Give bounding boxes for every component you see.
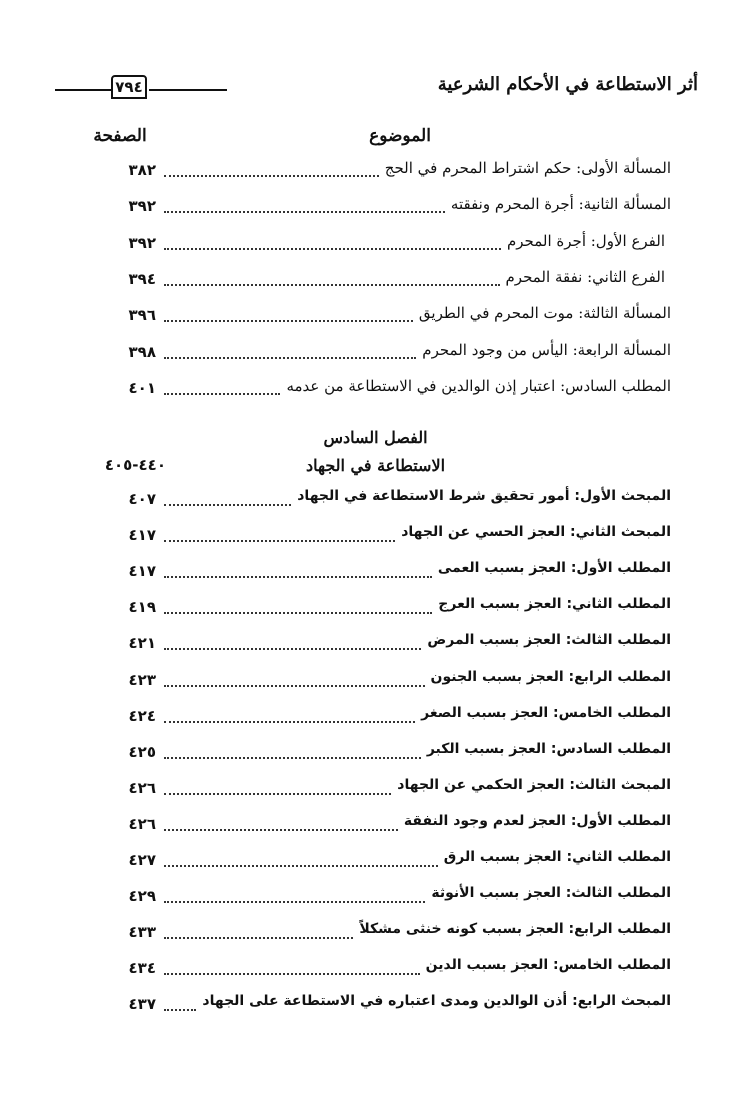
dot-leader bbox=[164, 937, 353, 939]
toc-entry-page: ٤٠٧ bbox=[128, 490, 156, 508]
chapter-subtitle: الاستطاعة في الجهاد bbox=[305, 456, 446, 475]
dot-leader bbox=[164, 793, 391, 795]
toc-entry bbox=[0, 231, 751, 257]
toc-entry-label: المطلب الأول: العجز لعدم وجود النفقة bbox=[403, 813, 671, 829]
toc-entry-page: ٣٩٦ bbox=[128, 306, 156, 324]
toc-entry-page: ٤٠١ bbox=[128, 379, 156, 397]
toc-entry bbox=[0, 848, 751, 874]
page-column-header: الصفحة bbox=[93, 126, 147, 146]
toc-entry-page: ٤٣٤ bbox=[128, 959, 156, 977]
toc-entry bbox=[0, 376, 751, 402]
toc-entry-label: المطلب الأول: العجز بسبب العمى bbox=[437, 560, 671, 576]
toc-entry-page: ٤٢٣ bbox=[128, 671, 156, 689]
toc-entry bbox=[0, 158, 751, 184]
toc-entry-page: ٤٣٣ bbox=[128, 923, 156, 941]
toc-entry bbox=[0, 595, 751, 621]
dot-leader bbox=[164, 1009, 196, 1011]
chapter-title: الفصل السادس bbox=[323, 428, 428, 447]
dot-leader bbox=[164, 829, 398, 831]
toc-entry bbox=[0, 884, 751, 910]
dot-leader bbox=[164, 576, 432, 578]
dot-leader bbox=[164, 357, 416, 359]
toc-entry bbox=[0, 776, 751, 802]
toc-entry-label: المسألة الأولى: حكم اشتراط المحرم في الحج bbox=[384, 159, 671, 177]
dot-leader bbox=[164, 612, 432, 614]
dot-leader bbox=[164, 175, 379, 177]
toc-entry-label: المطلب السادس: اعتبار إذن الوالدين في الاستطاعة من عدمه bbox=[286, 377, 671, 395]
toc-entry bbox=[0, 267, 751, 293]
toc-entry-page: ٤٢٩ bbox=[128, 887, 156, 905]
toc-entry bbox=[0, 668, 751, 694]
toc-entry-label: المطلب الثالث: العجز بسبب المرض bbox=[427, 632, 671, 648]
toc-entry bbox=[0, 920, 751, 946]
toc-entry bbox=[0, 487, 751, 513]
dot-leader bbox=[164, 757, 421, 759]
toc-entry-label: المطلب الثاني: العجز بسبب الرق bbox=[443, 849, 671, 865]
toc-entry-page: ٤٢٤ bbox=[128, 707, 156, 725]
toc-entry-page: ٤٢٧ bbox=[128, 851, 156, 869]
dot-leader bbox=[164, 973, 420, 975]
toc-entry-label: المطلب الثاني: العجز بسبب العرج bbox=[438, 596, 671, 612]
toc-entry bbox=[0, 740, 751, 766]
toc-entry-page: ٣٩٢ bbox=[128, 197, 156, 215]
toc-entry-page: ٣٩٨ bbox=[128, 343, 156, 361]
chapter-page-range: ٤٤٠-٤٠٥ bbox=[104, 456, 166, 474]
toc-entry-label: المطلب الخامس: العجز بسبب الصغر bbox=[421, 705, 671, 721]
toc-entry bbox=[0, 194, 751, 220]
toc-entry-page: ٤٢٦ bbox=[128, 779, 156, 797]
toc-entry-label: المبحث الرابع: أذن الوالدين ومدى اعتباره في الاستطاعة على الجهاد bbox=[202, 993, 671, 1009]
toc-entry-page: ٤٢٥ bbox=[128, 743, 156, 761]
dot-leader bbox=[164, 504, 291, 506]
toc-entry-label: المطلب الخامس: العجز بسبب الدين bbox=[425, 957, 671, 973]
toc-entry-label: المطلب الرابع: العجز بسبب كونه خنثى مشكلاً bbox=[359, 921, 671, 937]
toc-entry-label: الفرع الأول: أجرة المحرم bbox=[506, 232, 665, 250]
toc-entry bbox=[0, 992, 751, 1018]
toc-entry-label: المسألة الثالثة: موت المحرم في الطريق bbox=[418, 304, 671, 322]
toc-entry-page: ٣٩٤ bbox=[128, 270, 156, 288]
book-title: أثر الاستطاعة في الأحكام الشرعية bbox=[437, 74, 698, 95]
dot-leader bbox=[164, 211, 445, 213]
toc-entry-label: الفرع الثاني: نفقة المحرم bbox=[505, 268, 665, 286]
page-number: ٧٩٤ bbox=[111, 75, 147, 99]
toc-entry-page: ٣٨٢ bbox=[128, 161, 156, 179]
dot-leader bbox=[164, 721, 415, 723]
toc-entry bbox=[0, 340, 751, 366]
toc-entry bbox=[0, 303, 751, 329]
dot-leader bbox=[164, 248, 501, 250]
toc-entry-label: المطلب الرابع: العجز بسبب الجنون bbox=[430, 669, 671, 685]
toc-entry-label: المبحث الثالث: العجز الحكمي عن الجهاد bbox=[397, 777, 671, 793]
dot-leader bbox=[164, 393, 280, 395]
toc-entry bbox=[0, 631, 751, 657]
toc-entry-page: ٣٩٢ bbox=[128, 234, 156, 252]
dot-leader bbox=[164, 284, 500, 286]
toc-entry-label: المبحث الأول: أمور تحقيق شرط الاستطاعة في الجهاد bbox=[297, 488, 671, 504]
toc-entry-page: ٤٢٦ bbox=[128, 815, 156, 833]
toc-entry-page: ٤٣٧ bbox=[128, 995, 156, 1013]
toc-entry bbox=[0, 812, 751, 838]
toc-entry bbox=[0, 956, 751, 982]
toc-entry-page: ٤١٧ bbox=[128, 562, 156, 580]
dot-leader bbox=[164, 540, 395, 542]
toc-entry-page: ٤١٩ bbox=[128, 598, 156, 616]
toc-entry-label: المسألة الرابعة: اليأس من وجود المحرم bbox=[422, 341, 671, 359]
toc-entry-page: ٤٢١ bbox=[128, 634, 156, 652]
toc-entry-label: المبحث الثاني: العجز الحسي عن الجهاد bbox=[401, 524, 671, 540]
dot-leader bbox=[164, 685, 425, 687]
toc-entry-label: المطلب السادس: العجز بسبب الكبر bbox=[426, 741, 671, 757]
topic-column-header: الموضوع bbox=[369, 126, 431, 146]
toc-entry bbox=[0, 523, 751, 549]
dot-leader bbox=[164, 865, 438, 867]
dot-leader bbox=[164, 648, 421, 650]
dot-leader bbox=[164, 901, 425, 903]
toc-entry-label: المطلب الثالث: العجز بسبب الأنوثة bbox=[431, 885, 671, 901]
dot-leader bbox=[164, 320, 413, 322]
toc-entry-label: المسألة الثانية: أجرة المحرم ونفقته bbox=[450, 195, 671, 213]
toc-entry-page: ٤١٧ bbox=[128, 526, 156, 544]
toc-entry bbox=[0, 559, 751, 585]
toc-entry bbox=[0, 704, 751, 730]
